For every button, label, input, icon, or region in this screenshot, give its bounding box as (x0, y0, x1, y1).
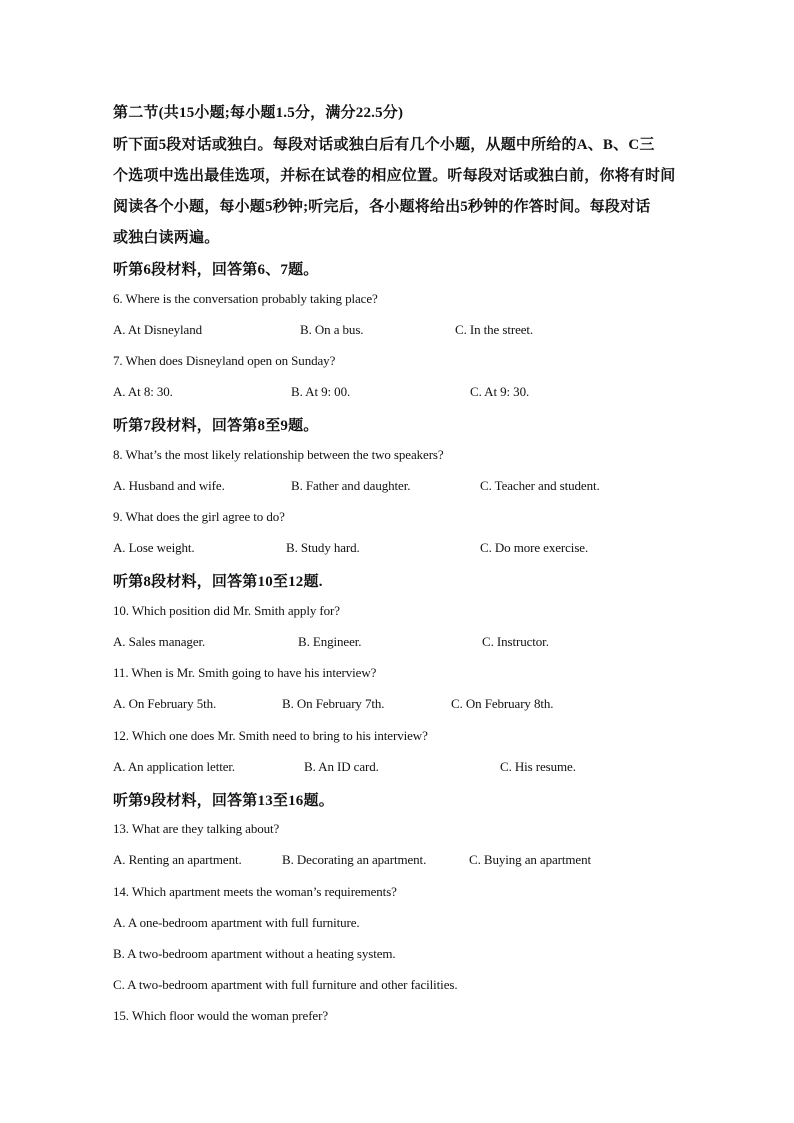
option-c: C. A two-bedroom apartment with full furniture and other facilities. (113, 977, 458, 992)
option-c: C. In the street. (455, 322, 534, 337)
option-a: A. A one-bedroom apartment with full furniture. (113, 915, 360, 930)
option-a: A. Husband and wife. (113, 478, 225, 493)
option-b: B. On February 7th. (282, 696, 385, 711)
option-c: C. His resume. (500, 759, 576, 774)
option-c: C. Teacher and student. (480, 478, 600, 493)
instruction-line-3: 阅读各个小题，每小题5秒钟;听完后，各小题将给出5秒钟的作答时间。每段对话 (113, 199, 651, 215)
question-text: 15. Which floor would the woman prefer? (113, 1008, 328, 1023)
instruction-line-4: 或独白读两遍。 (113, 230, 220, 246)
question-text: 14. Which apartment meets the woman’s requirements? (113, 884, 397, 899)
section-header: 第二节(共15小题;每小题1.5分，满分22.5分) (113, 105, 404, 121)
option-c: C. Instructor. (482, 634, 549, 649)
option-a: A. An application letter. (113, 759, 236, 774)
question-text: 6. Where is the conversation probably taking place? (113, 291, 378, 306)
option-b: B. Decorating an apartment. (282, 852, 427, 867)
option-b: B. An ID card. (304, 759, 379, 774)
question-text: 9. What does the girl agree to do? (113, 509, 285, 524)
option-b: B. A two-bedroom apartment without a heating system. (113, 946, 396, 961)
question-text: 11. When is Mr. Smith going to have his interview? (113, 665, 377, 680)
option-b: B. Study hard. (286, 540, 360, 555)
instruction-line-1: 听下面5段对话或独白。每段对话或独白后有几个小题，从题中所给的A、B、C三 (113, 137, 655, 153)
option-c: C. On February 8th. (451, 696, 554, 711)
option-b: B. At 9: 00. (291, 384, 351, 399)
option-a: A. At Disneyland (113, 322, 203, 337)
option-b: B. Father and daughter. (291, 478, 411, 493)
option-c: C. Buying an apartment (469, 852, 591, 867)
option-c: C. Do more exercise. (480, 540, 589, 555)
option-a: A. Lose weight. (113, 540, 195, 555)
group-heading: 听第9段材料，回答第13至16题。 (113, 793, 334, 809)
question-text: 10. Which position did Mr. Smith apply for? (113, 603, 340, 618)
option-b: B. On a bus. (300, 322, 364, 337)
question-text: 12. Which one does Mr. Smith need to bring to his interview? (113, 728, 428, 743)
instruction-line-2: 个选项中选出最佳选项，并标在试卷的相应位置。听每段对话或独白前，你将有时间 (113, 168, 676, 184)
group-heading: 听第8段材料，回答第10至12题. (113, 574, 323, 590)
option-b: B. Engineer. (298, 634, 362, 649)
option-a: A. At 8: 30. (113, 384, 173, 399)
group-heading: 听第6段材料，回答第6、7题。 (113, 262, 319, 278)
option-a: A. Renting an apartment. (113, 852, 242, 867)
question-text: 8. What’s the most likely relationship between the two speakers? (113, 447, 444, 462)
question-text: 13. What are they talking about? (113, 821, 280, 836)
question-text: 7. When does Disneyland open on Sunday? (113, 353, 336, 368)
option-a: A. On February 5th. (113, 696, 217, 711)
option-c: C. At 9: 30. (470, 384, 530, 399)
option-a: A. Sales manager. (113, 634, 206, 649)
group-heading: 听第7段材料，回答第8至9题。 (113, 418, 319, 434)
